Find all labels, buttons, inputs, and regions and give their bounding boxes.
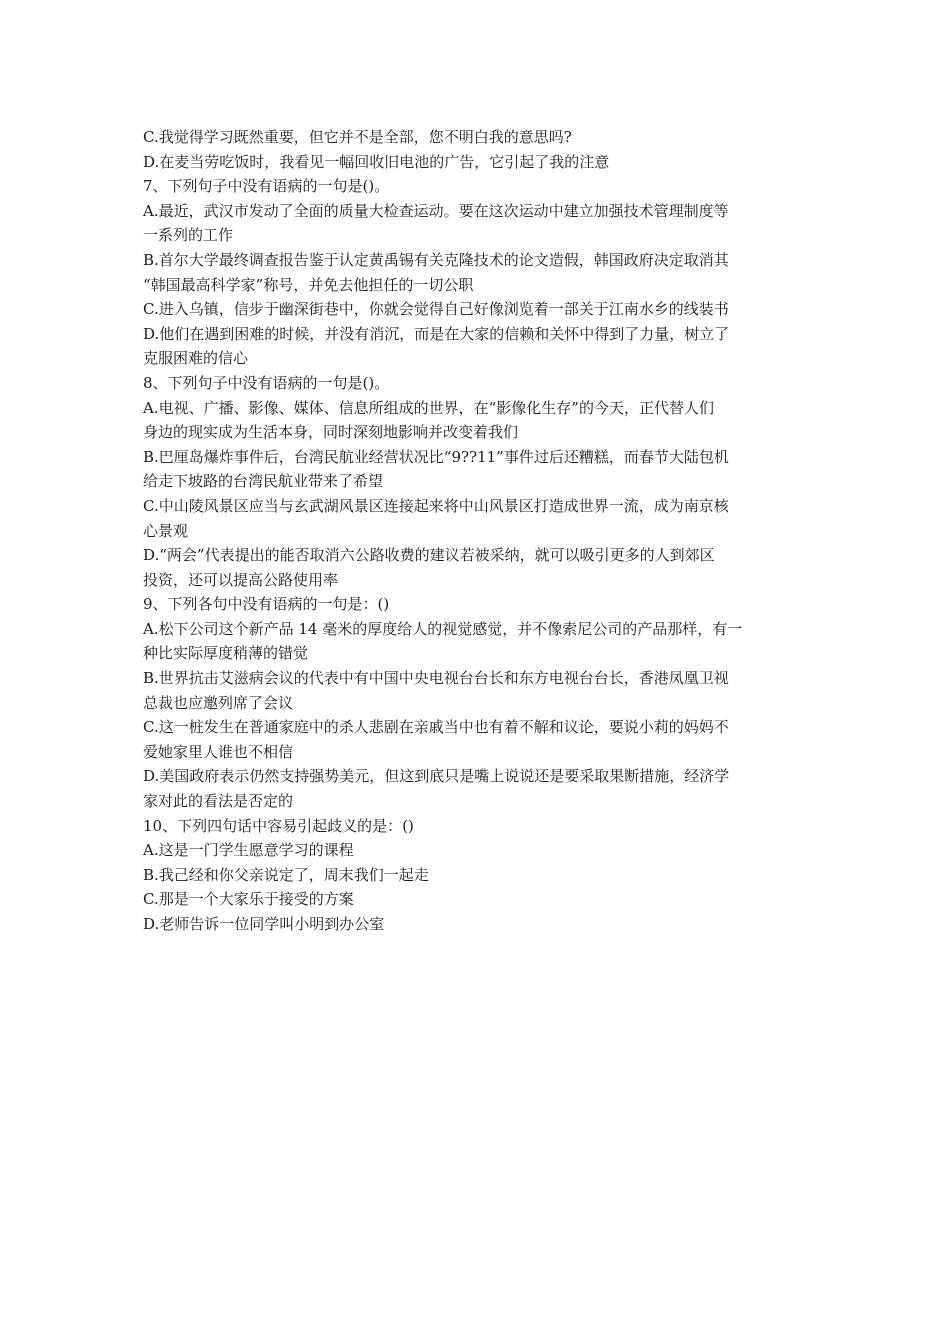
text-line: 种比实际厚度稍薄的错觉 xyxy=(143,644,309,663)
text-line: D.“两会”代表提出的能否取消六公路收费的建议若被采纳，就可以吸引更多的人到郊区 xyxy=(143,546,715,565)
text-line: B.我己经和你父亲说定了，周末我们一起走 xyxy=(143,865,429,884)
text-line: B.巴厘岛爆炸事件后，台湾民航业经营状况比“9??11”事件过后还糟糕，而春节大陆包机 xyxy=(143,447,729,466)
text-line: 家对此的看法是否定的 xyxy=(143,792,294,811)
text-line: D.他们在遇到困难的时候，并没有消沉，而是在大家的信赖和关怀中得到了力量，树立了 xyxy=(143,324,730,343)
text-line: 心景观 xyxy=(143,521,189,540)
question-heading: 10、下列四句话中容易引起歧义的是：() xyxy=(143,816,414,835)
text-line: C.这一桩发生在普通家庭中的杀人悲剧在亲戚当中也有着不解和议论，要说小莉的妈妈不 xyxy=(143,718,729,737)
text-line: 身边的现实成为生活本身，同时深刻地影响并改变着我们 xyxy=(143,423,519,442)
text-line: 克服困难的信心 xyxy=(143,349,249,368)
text-line: 一系列的工作 xyxy=(143,226,234,245)
text-line: D.美国政府表示仍然支持强势美元，但这到底只是嘴上说说还是要采取果断措施，经济学 xyxy=(143,767,730,786)
text-line: “韩国最高科学家”称号，并免去他担任的一切公职 xyxy=(143,275,474,294)
text-line: A.松下公司这个新产品 14 毫米的厚度给人的视觉感觉，并不像索尼公司的产品那样，有一 xyxy=(143,619,743,638)
text-line: 给走下坡路的台湾民航业带来了希望 xyxy=(143,472,384,491)
text-line: D.在麦当劳吃饭时，我看见一幅回收旧电池的广告，它引起了我的注意 xyxy=(143,152,610,171)
question-heading: 7、下列句子中没有语病的一句是()。 xyxy=(143,177,390,196)
question-heading: 9、下列各句中没有语病的一句是：() xyxy=(143,595,390,614)
text-line: B.首尔大学最终调查报告鉴于认定黄禹锡有关克隆技术的论文造假，韩国政府决定取消其 xyxy=(143,250,729,269)
text-line: C.那是一个大家乐于接受的方案 xyxy=(143,890,354,909)
text-line: C.我觉得学习既然重要，但它并不是全部，您不明白我的意思吗? xyxy=(143,128,572,146)
text-line: A.电视、广播、影像、媒体、信息所组成的世界，在“影像化生存”的今天，正代替人们 xyxy=(143,398,714,417)
text-line: 爱她家里人谁也不相信 xyxy=(143,742,294,761)
text-line: C.中山陵风景区应当与玄武湖风景区连接起来将中山风景区打造成世界一流，成为南京核 xyxy=(143,496,729,515)
document-page xyxy=(143,125,811,937)
text-line: C.进入乌镇，信步于幽深街巷中，你就会觉得自己好像浏览着一部关于江南水乡的线装书 xyxy=(143,300,729,319)
text-line: A.最近，武汉市发动了全面的质量大检查运动。要在这次运动中建立加强技术管理制度等 xyxy=(143,201,729,220)
text-line: D.老师告诉一位同学叫小明到办公室 xyxy=(143,915,385,933)
text-line: 投资，还可以提高公路使用率 xyxy=(143,570,339,589)
text-line: 总裁也应邀列席了会议 xyxy=(143,693,294,712)
text-line: B.世界抗击艾滋病会议的代表中有中国中央电视台台长和东方电视台台长，香港凤凰卫视 xyxy=(143,669,729,688)
text-line: A.这是一门学生愿意学习的课程 xyxy=(143,841,354,860)
question-heading: 8、下列句子中没有语病的一句是()。 xyxy=(143,373,390,392)
